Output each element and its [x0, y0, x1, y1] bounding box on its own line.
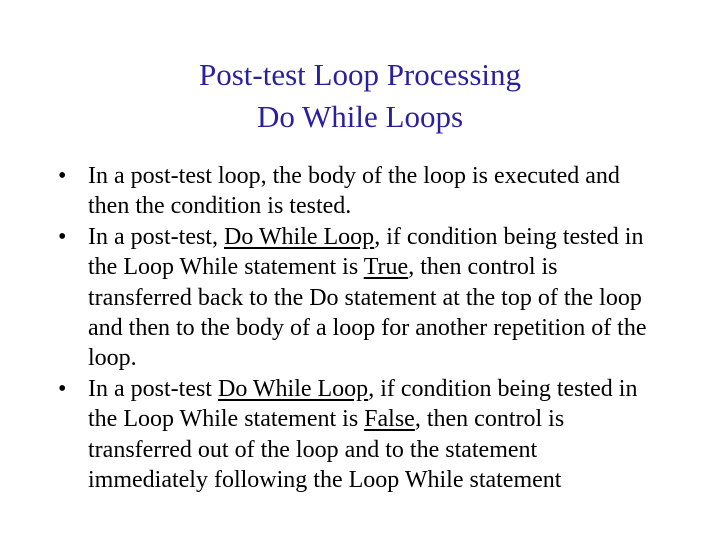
- underlined-term: False: [364, 406, 415, 433]
- bullet-text: In a post-test: [88, 375, 218, 402]
- bullet-text: In a post-test loop, the body of the loop is executed and then the condition is tested.: [88, 163, 620, 220]
- bullet-list: [58, 161, 658, 495]
- underlined-term: Do While Loop: [217, 375, 369, 402]
- bullet-marker: •: [58, 163, 67, 189]
- title-line-2: Do While Loops: [256, 99, 464, 134]
- bullet-text: , then control is transferred back to the Do statement at the top of the loop and then to the body of a loop for another repetition of the loop.: [88, 254, 647, 372]
- bullet-text: , if condition being tested in the Loop While statement is: [88, 375, 638, 433]
- bullet-marker: •: [58, 375, 67, 402]
- slide-title: [0, 54, 720, 138]
- bullet-text: , then control is transferred out of the loop and to the statement immediately following the Loop While statement: [88, 406, 565, 494]
- underlined-term: True: [363, 254, 409, 281]
- bullet-item-3: [58, 374, 658, 496]
- title-line-1: Post-test Loop Processing: [198, 57, 522, 92]
- bullet-text: , if condition being tested in the Loop While statement is: [88, 223, 644, 281]
- bullet-item-2: [58, 222, 658, 374]
- underlined-term: Do While Loop: [223, 223, 375, 250]
- bullet-text: In a post-test,: [88, 223, 224, 250]
- bullet-item-1: [58, 161, 658, 222]
- bullet-marker: •: [58, 223, 67, 250]
